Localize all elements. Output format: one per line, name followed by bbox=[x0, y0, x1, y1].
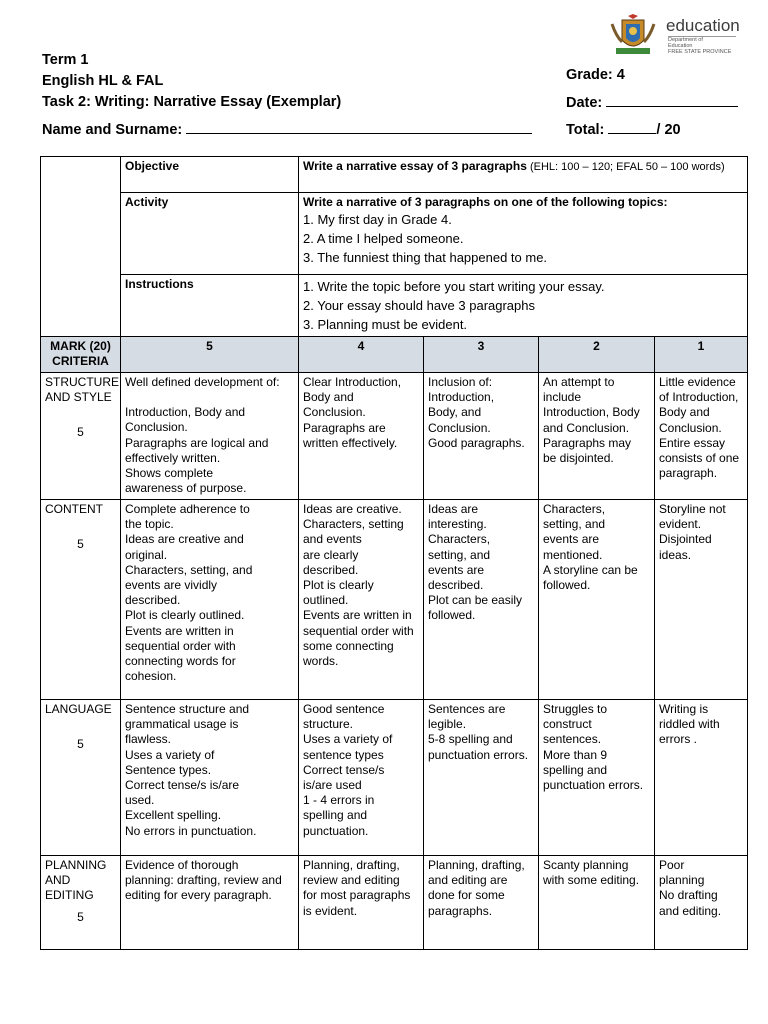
descriptor-line: More than 9 bbox=[543, 747, 608, 762]
descriptor-cell bbox=[424, 856, 539, 950]
descriptor-line: 1 - 4 errors in bbox=[303, 793, 375, 808]
descriptor-line: described. bbox=[125, 593, 181, 608]
descriptor-line: Characters, setting bbox=[303, 517, 404, 532]
descriptor-line: errors . bbox=[659, 732, 698, 747]
descriptor-line: An attempt to bbox=[543, 375, 615, 389]
descriptor-line: punctuation errors. bbox=[428, 747, 529, 762]
descriptor-line: Introduction, Body bbox=[543, 405, 640, 420]
descriptor-line: and editing. bbox=[659, 903, 722, 918]
descriptor-line: Evidence of thorough bbox=[125, 858, 239, 872]
descriptor-cell bbox=[121, 500, 299, 700]
descriptor-cell bbox=[539, 700, 655, 856]
rubric-row-language bbox=[41, 700, 748, 856]
descriptor-line: legible. bbox=[428, 717, 467, 732]
descriptor-line: Planning, drafting, bbox=[428, 858, 525, 872]
descriptor-line: Events are written in bbox=[303, 608, 412, 623]
descriptor-cell bbox=[655, 373, 748, 500]
descriptor-line: cohesion. bbox=[125, 669, 177, 684]
descriptor-line: A storyline can be bbox=[543, 562, 638, 577]
descriptor-line: described. bbox=[303, 562, 359, 577]
descriptor-line: punctuation. bbox=[303, 823, 369, 838]
descriptor-line: sequential order with bbox=[125, 638, 236, 653]
descriptor-line: done for some bbox=[428, 888, 505, 903]
descriptor-line: are clearly bbox=[303, 547, 359, 562]
level-header-1: 1 bbox=[655, 337, 748, 373]
descriptor-cell bbox=[299, 373, 424, 500]
logo-word: education bbox=[666, 16, 740, 35]
descriptor-line: Scanty planning bbox=[543, 858, 629, 872]
descriptor-line: Clear Introduction, bbox=[303, 375, 402, 389]
criteria-mark: 5 bbox=[77, 737, 84, 752]
descriptor-line: followed. bbox=[428, 608, 476, 623]
date-field[interactable] bbox=[566, 94, 738, 111]
coat-of-arms-icon bbox=[608, 14, 658, 58]
descriptor-line: setting, and bbox=[543, 517, 606, 532]
descriptor-line: and Conclusion. bbox=[543, 420, 630, 435]
descriptor-line: be disjointed. bbox=[543, 451, 614, 466]
blank-cell bbox=[41, 193, 121, 275]
rubric-row-content bbox=[41, 500, 748, 700]
activity-topic: 1. My first day in Grade 4. bbox=[303, 212, 452, 228]
descriptor-line: Inclusion of: bbox=[428, 375, 493, 389]
objective-text: Write a narrative essay of 3 paragraphs (EHL: 100 – 120; EFAL 50 – 100 words) bbox=[299, 157, 748, 193]
descriptor-line: Uses a variety of bbox=[125, 747, 215, 762]
descriptor-line: Body, and bbox=[428, 405, 482, 420]
instruction-item: 3. Planning must be evident. bbox=[303, 317, 468, 332]
descriptor-line: flawless. bbox=[125, 732, 172, 747]
descriptor-line: sentences. bbox=[543, 732, 602, 747]
descriptor-line: evident. bbox=[659, 517, 702, 532]
descriptor-line: No drafting bbox=[659, 888, 718, 903]
rubric-row-planning bbox=[41, 856, 748, 950]
descriptor-line: Complete adherence to bbox=[125, 502, 250, 516]
criteria-cell bbox=[41, 700, 121, 856]
activity-label: Activity bbox=[121, 193, 299, 275]
descriptor-line: Poor bbox=[659, 858, 685, 872]
descriptor-line: Sentence types. bbox=[125, 762, 212, 777]
descriptor-line: Good paragraphs. bbox=[428, 435, 525, 450]
descriptor-line: Plot can be easily bbox=[428, 593, 523, 608]
descriptor-line: events are bbox=[428, 562, 485, 577]
instructions-label: Instructions bbox=[121, 275, 299, 337]
descriptor-line: Conclusion. bbox=[428, 420, 491, 435]
criteria-name: CONTENT bbox=[45, 502, 103, 516]
descriptor-line: written effectively. bbox=[303, 435, 398, 450]
descriptor-line: and events bbox=[303, 532, 362, 547]
education-logo bbox=[608, 12, 740, 60]
mark-criteria-header: MARK (20) CRITERIA bbox=[41, 337, 121, 373]
descriptor-cell bbox=[424, 373, 539, 500]
descriptor-line: sentence types bbox=[303, 747, 384, 762]
descriptor-line: Paragraphs may bbox=[543, 435, 632, 450]
descriptor-line bbox=[125, 390, 294, 405]
criteria-name: PLANNING bbox=[45, 858, 107, 872]
descriptor-line: Sentences are bbox=[428, 702, 506, 716]
activity-topic: 2. A time I helped someone. bbox=[303, 231, 464, 247]
date-label: Date: bbox=[566, 95, 603, 111]
descriptor-line: Planning, drafting, bbox=[303, 858, 400, 872]
descriptor-line: include bbox=[543, 390, 582, 405]
total-suffix: / 20 bbox=[656, 122, 681, 138]
subject-label: English HL & FAL bbox=[42, 73, 164, 89]
descriptor-cell bbox=[121, 856, 299, 950]
descriptor-line: words. bbox=[303, 654, 339, 669]
task-title: Task 2: Writing: Narrative Essay (Exemplar) bbox=[42, 94, 342, 110]
descriptor-line: Paragraphs are logical and bbox=[125, 435, 269, 450]
descriptor-cell bbox=[424, 500, 539, 700]
level-header-4: 4 bbox=[299, 337, 424, 373]
descriptor-line: Introduction, bbox=[428, 390, 495, 405]
descriptor-line: editing for every paragraph. bbox=[125, 888, 272, 903]
criteria-name: EDITING bbox=[45, 888, 94, 903]
descriptor-line: Conclusion. bbox=[659, 420, 722, 435]
descriptor-cell bbox=[121, 373, 299, 500]
descriptor-line: construct bbox=[543, 717, 592, 732]
descriptor-line: Shows complete bbox=[125, 466, 214, 481]
rubric-row-structure bbox=[41, 373, 748, 500]
descriptor-line: events are vividly bbox=[125, 578, 218, 593]
name-label: Name and Surname: bbox=[42, 122, 183, 138]
descriptor-line: Events are written in bbox=[125, 623, 234, 638]
descriptor-line: Ideas are bbox=[428, 502, 479, 516]
grade-label: Grade: 4 bbox=[566, 67, 625, 83]
descriptor-line: followed. bbox=[543, 578, 591, 593]
level-header-5: 5 bbox=[121, 337, 299, 373]
descriptor-line: Disjointed bbox=[659, 532, 712, 547]
total-field[interactable] bbox=[566, 121, 681, 138]
descriptor-line: the topic. bbox=[125, 517, 174, 532]
descriptor-line: Little evidence bbox=[659, 375, 736, 389]
descriptor-line: is/are used bbox=[303, 778, 362, 793]
descriptor-cell bbox=[539, 500, 655, 700]
descriptor-cell bbox=[539, 373, 655, 500]
criteria-name: LANGUAGE bbox=[45, 702, 112, 716]
descriptor-line: of Introduction, bbox=[659, 390, 739, 405]
descriptor-line: Good sentence bbox=[303, 702, 385, 716]
descriptor-line: Conclusion. bbox=[303, 405, 366, 420]
descriptor-cell bbox=[299, 500, 424, 700]
descriptor-line: events are bbox=[543, 532, 600, 547]
descriptor-line: consists of one bbox=[659, 451, 740, 466]
descriptor-cell bbox=[121, 700, 299, 856]
descriptor-line: paragraph. bbox=[659, 466, 718, 481]
descriptor-line: Entire essay bbox=[659, 435, 726, 450]
descriptor-line: some connecting bbox=[303, 638, 394, 653]
criteria-name: AND bbox=[45, 873, 71, 888]
descriptor-line: Excellent spelling. bbox=[125, 808, 222, 823]
descriptor-line: spelling and bbox=[543, 762, 608, 777]
descriptor-cell bbox=[539, 856, 655, 950]
descriptor-line: interesting. bbox=[428, 517, 487, 532]
descriptor-line: Characters, bbox=[543, 502, 606, 516]
descriptor-line: Sentence structure and bbox=[125, 702, 250, 716]
descriptor-line: Introduction, Body and bbox=[125, 405, 246, 420]
descriptor-line: grammatical usage is bbox=[125, 717, 239, 732]
descriptor-cell bbox=[655, 856, 748, 950]
descriptor-line: Struggles to bbox=[543, 702, 608, 716]
descriptor-line: effectively written. bbox=[125, 450, 221, 465]
criteria-cell bbox=[41, 500, 121, 700]
criteria-cell bbox=[41, 373, 121, 500]
descriptor-line: Characters, setting, and bbox=[125, 562, 253, 577]
descriptor-line: original. bbox=[125, 547, 168, 562]
name-line[interactable] bbox=[186, 121, 532, 134]
descriptor-line: Well defined development of: bbox=[125, 375, 280, 389]
blank-cell bbox=[41, 275, 121, 337]
descriptor-line: Body and bbox=[659, 405, 710, 420]
descriptor-line: is evident. bbox=[303, 903, 358, 918]
term-label: Term 1 bbox=[42, 52, 89, 68]
descriptor-line: Plot is clearly outlined. bbox=[125, 608, 245, 623]
descriptor-line: described. bbox=[428, 578, 484, 593]
descriptor-line: Writing is bbox=[659, 702, 709, 716]
descriptor-line: for most paragraphs bbox=[303, 888, 411, 903]
descriptor-line: and editing are bbox=[428, 873, 508, 888]
descriptor-line: Ideas are creative. bbox=[303, 502, 402, 516]
descriptor-line: planning: drafting, review and bbox=[125, 873, 282, 888]
descriptor-line: Paragraphs are bbox=[303, 420, 386, 435]
descriptor-line: riddled with bbox=[659, 717, 720, 732]
descriptor-line: Ideas are creative and bbox=[125, 532, 244, 547]
total-label: Total: bbox=[566, 122, 605, 138]
activity-text: Write a narrative of 3 paragraphs on one of the following topics: 1. My first day in Grade 4. 2. A time I helped someone. 3. The funniest thing that happened to me. bbox=[299, 193, 748, 275]
descriptor-line: Characters, bbox=[428, 532, 491, 547]
rubric-table bbox=[40, 156, 748, 950]
descriptor-line: No errors in punctuation. bbox=[125, 823, 257, 838]
descriptor-cell bbox=[424, 700, 539, 856]
descriptor-line: connecting words for bbox=[125, 654, 236, 669]
descriptor-line: punctuation errors. bbox=[543, 778, 644, 793]
instruction-item: 1. Write the topic before you start writing your essay. bbox=[303, 279, 605, 294]
total-line[interactable] bbox=[608, 121, 656, 134]
instructions-text bbox=[299, 275, 748, 337]
logo-subtitle: Department of Education FREE STATE PROVINCE bbox=[668, 37, 732, 55]
descriptor-line: Correct tense/s is/are bbox=[125, 778, 240, 793]
criteria-mark: 5 bbox=[77, 909, 84, 924]
descriptor-line: with some editing. bbox=[543, 873, 640, 888]
blank-cell bbox=[41, 157, 121, 193]
descriptor-line: outlined. bbox=[303, 593, 349, 608]
descriptor-line: mentioned. bbox=[543, 547, 603, 562]
descriptor-cell bbox=[299, 700, 424, 856]
descriptor-line: Uses a variety of bbox=[303, 732, 393, 747]
instruction-item: 2. Your essay should have 3 paragraphs bbox=[303, 298, 536, 313]
descriptor-line: Storyline not bbox=[659, 502, 726, 516]
descriptor-cell bbox=[655, 700, 748, 856]
descriptor-line: Body and bbox=[303, 390, 354, 405]
descriptor-line: awareness of purpose. bbox=[125, 481, 247, 496]
descriptor-line: Conclusion. bbox=[125, 420, 188, 435]
level-header-3: 3 bbox=[424, 337, 539, 373]
descriptor-line: paragraphs. bbox=[428, 903, 493, 918]
criteria-name: AND STYLE bbox=[45, 390, 112, 405]
criteria-mark: 5 bbox=[77, 425, 84, 440]
descriptor-line: used. bbox=[125, 793, 155, 808]
descriptor-line: planning bbox=[659, 873, 705, 888]
activity-topic: 3. The funniest thing that happened to me. bbox=[303, 250, 548, 266]
descriptor-cell bbox=[299, 856, 424, 950]
descriptor-line: sequential order with bbox=[303, 623, 414, 638]
date-line[interactable] bbox=[606, 94, 738, 107]
descriptor-line: Plot is clearly bbox=[303, 578, 374, 593]
objective-label: Objective bbox=[121, 157, 299, 193]
level-header-2: 2 bbox=[539, 337, 655, 373]
descriptor-line: review and editing bbox=[303, 873, 400, 888]
descriptor-line: setting, and bbox=[428, 547, 491, 562]
descriptor-line: spelling and bbox=[303, 808, 368, 823]
name-field[interactable] bbox=[42, 121, 532, 138]
criteria-mark: 5 bbox=[77, 537, 84, 552]
descriptor-line: ideas. bbox=[659, 547, 692, 562]
criteria-name: STRUCTURE bbox=[45, 375, 119, 389]
criteria-cell bbox=[41, 856, 121, 950]
descriptor-line: Correct tense/s bbox=[303, 762, 385, 777]
descriptor-line: structure. bbox=[303, 717, 354, 732]
descriptor-line: 5-8 spelling and bbox=[428, 732, 513, 747]
descriptor-cell bbox=[655, 500, 748, 700]
